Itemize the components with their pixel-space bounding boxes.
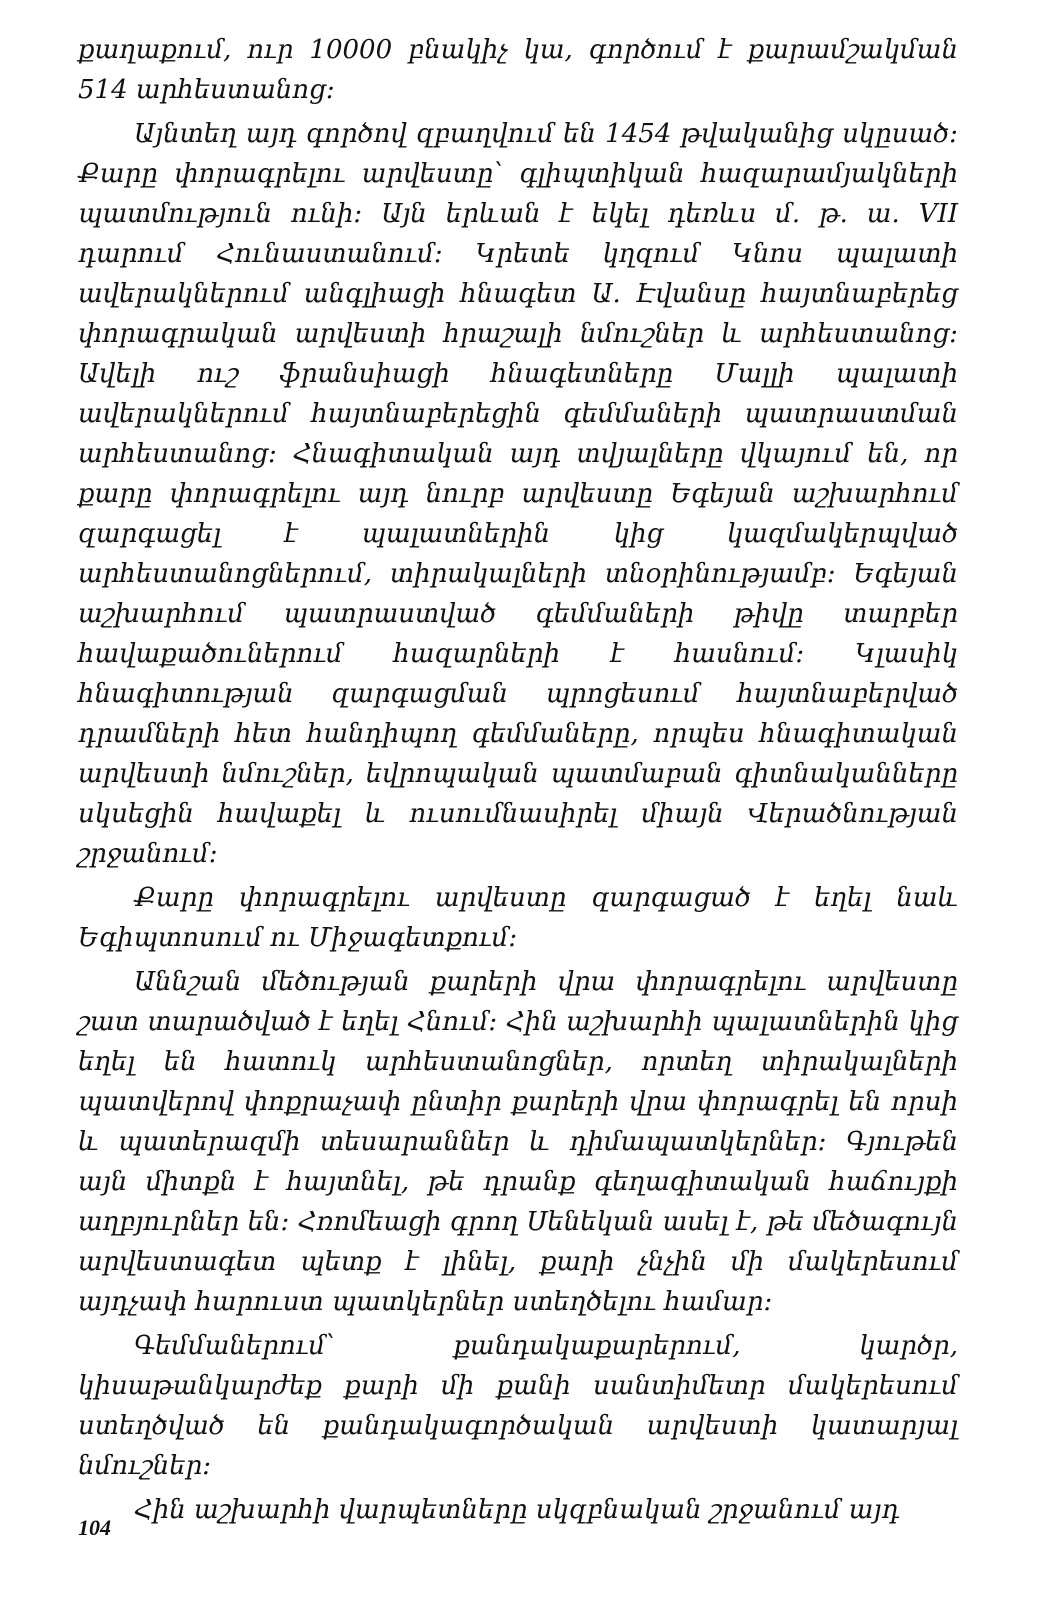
paragraph-2: Այնտեղ այդ գործով զբաղվում են 1454 թվականից սկըսած։ Քարը փորագրելու արվեստը՝ գլիպտիկան հազարամյակների պատմություն ունի։ Այն երևան է եկել դեռևս մ. թ. ա. VII դարում Հունաստանում։ Կրետե կղզում Կնոս պալատի ավերակներում անգլիացի հնագետ Ա. Էվանսը հայտնաբերեց փորագրական արվեստի հրաշալի նմուշներ և արհեստանոց։ Ավելի ուշ ֆրանսիացի հնագետները Մալլի պալատի ավերակներում հայտնաբերեցին գեմմաների պատրաստման արհեստանոց։ Հնագիտական այդ տվյալները վկայում են, որ քարը փորագրելու այդ նուրբ արվեստը Եգեյան աշխարհում զարգացել է պալատներին կից կազմակերպված արհեստանոցներում, տիրակալների տնօրինությամբ։ Եգեյան աշխարհում պատրաստված գեմմաների թիվը տարբեր հավաքածուներում հազարների է հասնում։ Կլասիկ հնագիտության զարգացման պրոցեսում հայտնաբերված դրամների հետ հանդիպող գեմմաները, որպես հնագիտական արվեստի նմուշներ, եվրոպական պատմաբան գիտնականները սկսեցին հավաքել և ուսումնասիրել միայն Վերածնության շրջանում։ bbox=[78, 119, 958, 869]
paragraph-1: քաղաքում, ուր 10000 բնակիչ կա, գործում է քարամշակման 514 արհեստանոց։ bbox=[78, 35, 958, 105]
paragraph-6: Հին աշխարհի վարպետները սկզբնական շրջանում այդ bbox=[134, 1495, 900, 1525]
paragraph-5: Գեմմաներում՝ քանդակաքարերում, կարծր, կիսաթանկարժեք քարի մի քանի սանտիմետր մակերեսում ստեղծված են քանդակագործական արվեստի կատարյալ նմուշներ։ bbox=[78, 1331, 958, 1481]
page-number: 104 bbox=[78, 1515, 111, 1540]
paragraph-4: Աննշան մեծության քարերի վրա փորագրելու արվեստը շատ տարածված է եղել Հնում։ Հին աշխարհի պալատներին կից եղել են հատուկ արհեստանոցներ, որտեղ տիրակալների պատվերով փոքրաչափ ընտիր քարերի վրա փորագրել են որսի և պատերազմի տեսարաններ և դիմապատկերներ։ Գյութեն այն միտքն է հայտնել, թե դրանք գեղագիտական հաճույքի աղբյուրներ են։ Հռոմեացի գրող Սենեկան ասել է, թե մեծագույն արվեստագետ պետք է լինել, քարի չնչին մի մակերեսում այդչափ հարուստ պատկերներ ստեղծելու համար։ bbox=[78, 967, 958, 1317]
book-page bbox=[78, 30, 958, 1570]
paragraph-3: Քարը փորագրելու արվեստը զարգացած է եղել նաև Եգիպտոսում ու Միջագետքում։ bbox=[78, 883, 958, 953]
